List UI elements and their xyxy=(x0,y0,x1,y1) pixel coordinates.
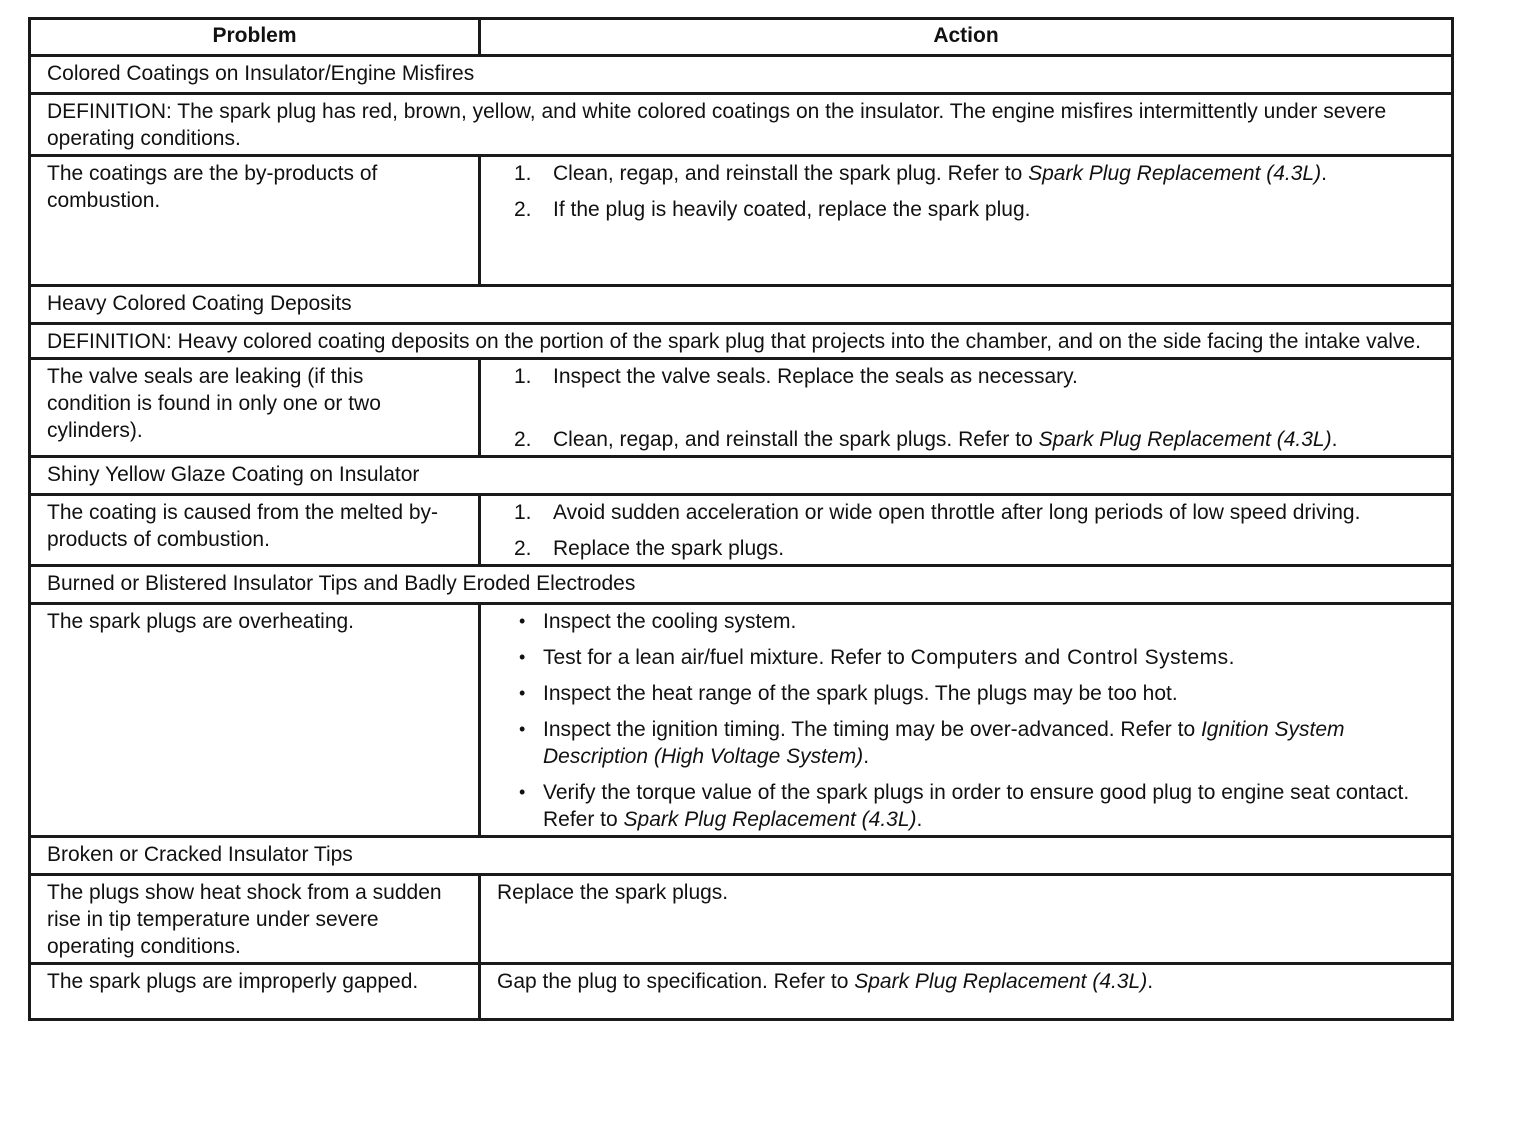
action-cell xyxy=(480,359,1453,457)
table-row xyxy=(30,604,1453,837)
list-item xyxy=(497,363,1435,390)
bullet-text: Inspect the cooling system. xyxy=(543,610,797,633)
action-cell xyxy=(480,156,1453,286)
step-text: Avoid sudden acceleration or wide open throttle after long periods of low speed driving. xyxy=(553,501,1361,524)
header-row xyxy=(30,19,1453,56)
bullet-text: Verify the torque value of the spark plugs in order to ensure good plug to engine seat contact. Refer to xyxy=(543,781,1410,831)
reference-link[interactable]: Ignition System Description (High Voltage System) xyxy=(543,718,1345,768)
action-cell xyxy=(480,495,1453,566)
list-item xyxy=(497,535,1435,562)
section-title-row xyxy=(30,566,1453,604)
problem-cell: The spark plugs are overheating. xyxy=(30,604,480,837)
list-item xyxy=(497,608,1435,635)
list-item xyxy=(497,716,1435,770)
step-number: 1. xyxy=(514,365,532,388)
step-number: 2. xyxy=(514,537,532,560)
section-title-broken-tips: Broken or Cracked Insulator Tips xyxy=(30,837,1453,875)
definition-row xyxy=(30,94,1453,156)
table-row xyxy=(30,359,1453,457)
bullet-text: Test for a lean air/fuel mixture. Refer to xyxy=(543,646,911,669)
action-cell xyxy=(480,604,1453,837)
step-end: . xyxy=(1321,162,1327,185)
step-text: Replace the spark plugs. xyxy=(553,537,785,560)
section-title-heavy-deposits: Heavy Colored Coating Deposits xyxy=(30,286,1453,324)
bullet-text: Inspect the ignition timing. The timing may be over-advanced. Refer to xyxy=(543,718,1201,741)
section-title-colored-coatings: Colored Coatings on Insulator/Engine Misfires xyxy=(30,56,1453,94)
section-title-row xyxy=(30,56,1453,94)
problem-cell: The plugs show heat shock from a sudden rise in tip temperature under severe operating conditions. xyxy=(30,875,480,964)
table-row xyxy=(30,964,1453,1020)
reference-link[interactable]: Spark Plug Replacement (4.3L) xyxy=(623,808,917,831)
reference-link[interactable]: Spark Plug Replacement (4.3L) xyxy=(854,970,1148,993)
definition-colored-coatings: DEFINITION: The spark plug has red, brown, yellow, and white colored coatings on the insulator. The engine misfires intermittently under severe operating conditions. xyxy=(30,94,1453,156)
definition-heavy-deposits: DEFINITION: Heavy colored coating deposits on the portion of the spark plug that projects into the chamber, and on the side facing the intake valve. xyxy=(30,324,1453,359)
reference-link[interactable]: Spark Plug Replacement (4.3L) xyxy=(1038,428,1332,451)
bullet-end: . xyxy=(863,745,870,768)
definition-row xyxy=(30,324,1453,359)
header-problem: Problem xyxy=(30,19,480,56)
header-action: Action xyxy=(480,19,1453,56)
problem-cell: The valve seals are leaking (if this condition is found in only one or two cylinders). xyxy=(30,359,480,457)
step-text: If the plug is heavily coated, replace the spark plug. xyxy=(553,198,1031,221)
step-number: 2. xyxy=(514,198,532,221)
action-cell: Replace the spark plugs. xyxy=(480,875,1453,964)
list-item xyxy=(497,499,1435,526)
step-end: . xyxy=(1331,428,1338,451)
list-item xyxy=(497,644,1435,671)
problem-cell: The coating is caused from the melted by-products of combustion. xyxy=(30,495,480,566)
section-title-row xyxy=(30,837,1453,875)
list-item xyxy=(497,779,1435,833)
step-number: 2. xyxy=(514,428,532,451)
problem-cell: The spark plugs are improperly gapped. xyxy=(30,964,480,1020)
action-steps xyxy=(497,499,1435,562)
list-item xyxy=(497,680,1435,707)
section-title-row xyxy=(30,286,1453,324)
bullet-icon: • xyxy=(519,719,526,739)
bullet-icon: • xyxy=(519,611,526,631)
action-steps xyxy=(497,160,1435,223)
reference-link[interactable]: Spark Plug Replacement (4.3L) xyxy=(1028,162,1322,185)
action-bullets xyxy=(497,608,1435,833)
troubleshooting-table xyxy=(28,17,1454,1021)
step-text: Clean, regap, and reinstall the spark plug. Refer to xyxy=(553,162,1029,185)
action-cell xyxy=(480,964,1453,1020)
action-end: . xyxy=(1147,970,1154,993)
step-text: Inspect the valve seals. Replace the seals as necessary. xyxy=(553,365,1078,388)
section-title-burned-tips: Burned or Blistered Insulator Tips and Badly Eroded Electrodes xyxy=(30,566,1453,604)
step-number: 1. xyxy=(514,162,532,185)
reference-link[interactable]: Computers and Control Systems xyxy=(910,646,1229,669)
bullet-icon: • xyxy=(519,647,526,667)
bullet-icon: • xyxy=(519,683,526,703)
bullet-icon: • xyxy=(519,782,526,802)
step-text: Clean, regap, and reinstall the spark plugs. Refer to xyxy=(553,428,1039,451)
section-title-row xyxy=(30,457,1453,495)
action-text: Gap the plug to specification. Refer to xyxy=(497,970,855,993)
section-title-yellow-glaze: Shiny Yellow Glaze Coating on Insulator xyxy=(30,457,1453,495)
table-row xyxy=(30,156,1453,286)
bullet-end: . xyxy=(916,808,923,831)
bullet-text: Inspect the heat range of the spark plugs. The plugs may be too hot. xyxy=(543,682,1178,705)
list-item xyxy=(497,196,1435,223)
bullet-end: . xyxy=(1228,646,1235,669)
step-number: 1. xyxy=(514,501,532,524)
table-row xyxy=(30,495,1453,566)
table-row xyxy=(30,875,1453,964)
action-steps xyxy=(497,363,1435,453)
list-item xyxy=(497,160,1435,187)
list-item xyxy=(497,426,1435,453)
problem-cell: The coatings are the by-products of combustion. xyxy=(30,156,480,286)
